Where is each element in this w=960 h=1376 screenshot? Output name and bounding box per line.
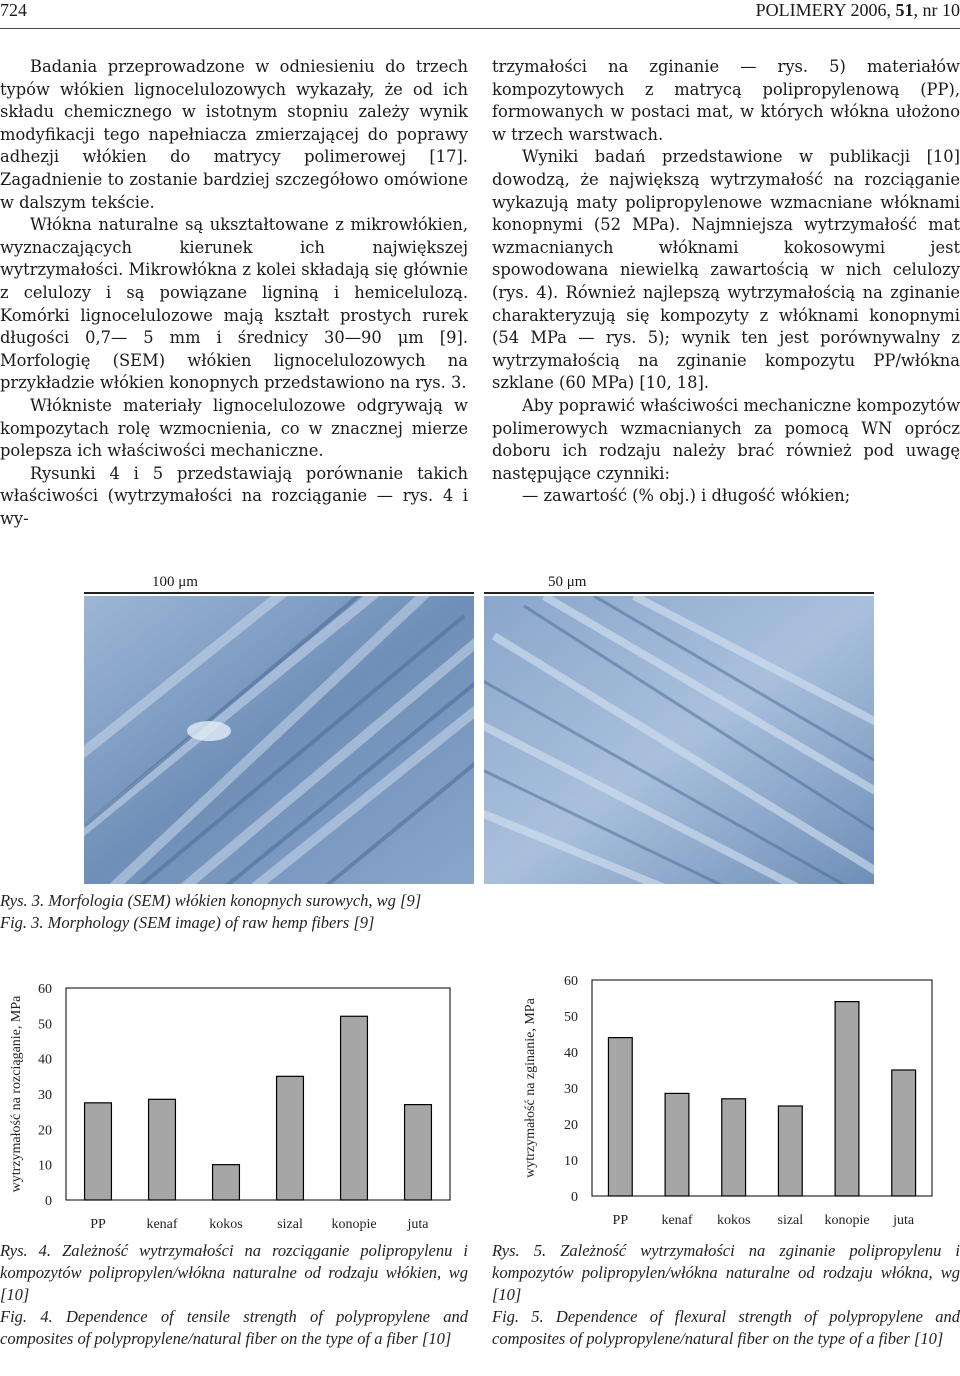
x-tick-label: PP	[612, 1213, 629, 1228]
x-tick-label: juta	[407, 1217, 429, 1232]
scale-label-right: 50 μm	[548, 574, 587, 590]
flexural-strength-chart	[492, 968, 960, 1238]
bar-PP	[608, 1038, 632, 1196]
x-tick-label: kokos	[209, 1217, 243, 1232]
caption-english: Fig. 5. Dependence of flexural strength of polypropylene and composites of polypropylene/natural fiber on the type of a fiber [10]	[492, 1307, 960, 1348]
journal-name: POLIMERY 2006,	[755, 0, 896, 20]
sem-image-right	[484, 596, 874, 884]
x-tick-label: konopie	[331, 1217, 377, 1232]
y-tick-label: 50	[564, 1010, 578, 1025]
x-tick-label: kokos	[716, 1213, 751, 1228]
y-tick-label: 50	[38, 1017, 52, 1033]
y-tick-label: 0	[45, 1194, 52, 1209]
y-tick-label: 30	[564, 1082, 578, 1097]
x-tick-label: sizal	[277, 1217, 303, 1232]
x-tick-label: juta	[893, 1213, 915, 1228]
figure-5-caption	[492, 1240, 960, 1350]
x-tick-label: kenaf	[146, 1217, 178, 1232]
scale-bar-left	[84, 592, 474, 594]
caption-english: Fig. 4. Dependence of tensile strength of polypropylene and composites of polypropylene/natural fiber on the type of a fiber [10]	[0, 1307, 468, 1348]
header-rule	[0, 28, 960, 29]
paragraph: Wyniki badań przedstawione w publikacji [10] dowodzą, że największą wytrzymałość na rozciąganie wykazują maty polipropylenowe wzmacniane włóknami konopnymi (52 MPa). Najmniejsza wytrzymałość mat wzmacnianych włóknami kokosowymi jest spowodowana niewielką zawartością w nich celulozy (rys. 4). Również najlepszą wytrzymałością na zginanie charakteryzują się kompozyty z włóknami konopnymi (54 MPa — rys. 5); wynik ten jest porównywalny z wytrzymałością na zginanie kompozytu PP/włókna szklane (60 MPa) [10, 18].	[492, 147, 960, 393]
running-title	[756, 0, 960, 21]
caption-polish: Rys. 4. Zależność wytrzymałości na rozciąganie polipropylenu i kompozytów polipropylen/włókna naturalne od rodzaju włókien, wg [10]	[0, 1241, 468, 1304]
paragraph: Włókniste materiały lignocelulozowe odgrywają w kompozytach rolę wzmocnienia, co w znacznej mierze polepsza ich właściwości mechaniczne.	[0, 395, 468, 461]
y-tick-label: 10	[38, 1158, 52, 1174]
page-header	[0, 0, 960, 22]
bar-kokos	[213, 1165, 240, 1200]
y-tick-label: 30	[38, 1088, 52, 1103]
bar-juta	[892, 1070, 916, 1196]
paragraph: Rysunki 4 i 5 przedstawiają porównanie takich właściwości (wytrzymałości na rozciąganie — rys. 4 i wy-	[0, 463, 468, 528]
scale-bar-right	[484, 592, 874, 594]
y-tick-label: 60	[38, 982, 52, 997]
caption-english: Fig. 3. Morphology (SEM image) of raw hemp fibers [9]	[0, 913, 375, 932]
flexural-strength-chart-svg	[492, 968, 960, 1238]
figure-3-caption	[0, 890, 520, 934]
y-tick-label: 20	[38, 1123, 52, 1139]
y-axis-label: wytrzymałość na zginanie, MPa	[523, 998, 538, 1178]
left-text-column	[0, 56, 468, 530]
figure-4-caption	[0, 1240, 468, 1350]
right-text-column	[492, 56, 960, 508]
paragraph: Włókna naturalne są ukształtowane z mikrowłókien, wyznaczających kierunek ich największej wytrzymałości. Mikrowłókna z kolei składają się głównie z celulozy i są powiązane ligniną i hemicelulozą. Komórki lignocelulozowe mają kształt prostych rurek długości 0,7— 5 mm i średnicy 30—90 μm [9]. Morfologię (SEM) włókien lignocelulozowych na przykładzie włókien konopnych przedstawiono na rys. 3.	[0, 215, 468, 393]
scale-label-left: 100 μm	[152, 574, 198, 590]
x-tick-label: kenaf	[661, 1213, 693, 1228]
y-tick-label: 60	[564, 974, 578, 989]
y-tick-label: 10	[564, 1154, 578, 1169]
y-axis-label: wytrzymałość na rozciąganie, MPa	[9, 995, 24, 1193]
bar-konopie	[835, 1002, 859, 1196]
bar-kokos	[722, 1099, 746, 1196]
plot-frame	[66, 988, 450, 1200]
paragraph: trzymałości na zginanie — rys. 5) materiałów kompozytowych z matrycą polipropylenową (PP), formowanych w postaci mat, w których włókna ułożono w trzech warstwach.	[492, 57, 960, 144]
page-number: 724	[0, 0, 27, 20]
x-tick-label: konopie	[824, 1213, 870, 1228]
bar-kenaf	[149, 1099, 176, 1200]
y-tick-label: 40	[38, 1052, 52, 1068]
volume-number: 51	[895, 0, 914, 20]
issue-number: , nr 10	[913, 0, 960, 20]
y-tick-label: 40	[564, 1046, 578, 1061]
bar-sizal	[778, 1106, 802, 1196]
y-tick-label: 0	[571, 1190, 578, 1205]
caption-polish: Rys. 5. Zależność wytrzymałości na zginanie polipropylenu i kompozytów polipropylen/włókna naturalne od rodzaju włókna, wg [10]	[492, 1241, 960, 1304]
bar-juta	[405, 1105, 432, 1200]
caption-polish: Rys. 3. Morfologia (SEM) włókien konopnych surowych, wg [9]	[0, 891, 422, 910]
bar-kenaf	[665, 1093, 689, 1196]
paragraph: — zawartość (% obj.) i długość włókien;	[522, 486, 851, 506]
paragraph: Aby poprawić właściwości mechaniczne kompozytów polimerowych wzmacnianych za pomocą WN oprócz doboru ich rodzaju należy brać również pod uwagę następujące czynniki:	[492, 395, 960, 483]
tensile-strength-chart-svg	[0, 968, 460, 1238]
plot-frame	[592, 980, 932, 1196]
bar-konopie	[341, 1016, 368, 1200]
bar-PP	[85, 1103, 112, 1200]
bar-sizal	[277, 1076, 304, 1200]
x-tick-label: PP	[90, 1217, 106, 1232]
y-tick-label: 20	[564, 1118, 578, 1133]
tensile-strength-chart	[0, 968, 460, 1238]
paragraph: Badania przeprowadzone w odniesieniu do trzech typów włókien lignocelulozowych wykazały, że od ich składu chemicznego w istotnym stopniu zależy wynik modyfikacji tego napełniacza zmierzającej do poprawy adhezji włókien do matrycy polimerowej [17]. Zagadnienie to zostanie bardziej szczegółowo omówione w dalszym tekście.	[0, 57, 468, 212]
x-tick-label: sizal	[777, 1213, 804, 1228]
sem-image-left	[84, 596, 474, 884]
